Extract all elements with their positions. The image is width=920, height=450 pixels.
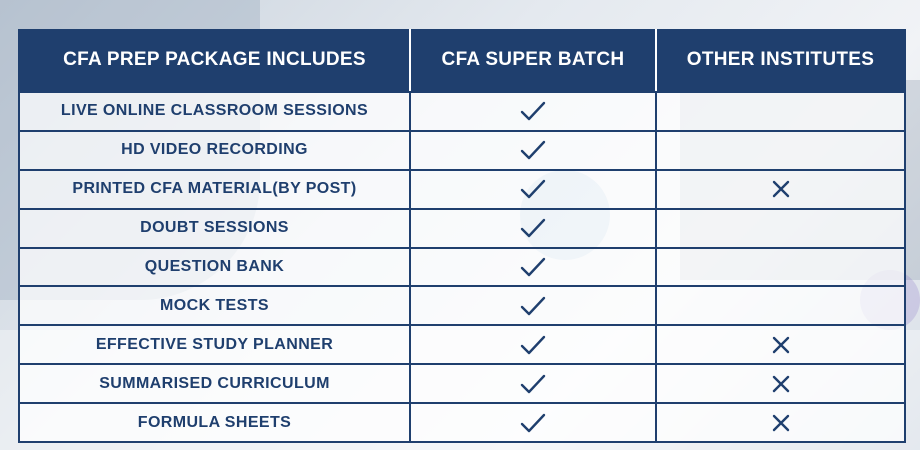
other-institutes-cell	[655, 365, 904, 402]
super-batch-cell	[409, 249, 655, 286]
other-institutes-cell	[655, 326, 904, 363]
cross-icon	[771, 374, 791, 394]
feature-label: QUESTION BANK	[144, 258, 285, 275]
feature-label: FORMULA SHEETS	[137, 413, 292, 431]
header-features: CFA PREP PACKAGE INCLUDES	[63, 49, 366, 70]
table-row	[20, 247, 904, 286]
other-institutes-cell	[655, 132, 904, 169]
super-batch-cell	[409, 326, 655, 363]
check-icon	[520, 217, 546, 239]
check-icon	[520, 334, 546, 356]
feature-label: DOUBT SESSIONS	[140, 219, 289, 237]
table-row	[20, 208, 904, 247]
super-batch-cell	[409, 171, 655, 208]
cross-icon	[771, 413, 791, 433]
check-icon	[520, 295, 546, 317]
check-icon	[520, 178, 546, 200]
header-cfa-super-batch: CFA SUPER BATCH	[409, 29, 655, 91]
super-batch-cell	[409, 210, 655, 247]
feature-label: HD VIDEO RECORDING	[121, 141, 308, 159]
other-institutes-cell	[655, 287, 904, 324]
cross-icon	[771, 179, 791, 199]
check-icon	[520, 139, 546, 161]
other-institutes-cell	[655, 404, 904, 441]
table-row	[20, 402, 904, 441]
comparison-table	[18, 29, 906, 443]
table-row	[20, 130, 904, 169]
check-icon	[520, 412, 546, 434]
super-batch-cell	[409, 287, 655, 324]
table-row	[20, 363, 904, 402]
super-batch-cell	[409, 404, 655, 441]
table-row	[20, 285, 904, 324]
table-header-row	[20, 29, 904, 91]
check-icon	[520, 100, 546, 122]
other-institutes-cell	[655, 249, 904, 286]
feature-label: SUMMARISED CURRICULUM	[99, 374, 330, 392]
table-row	[20, 91, 904, 130]
cross-icon	[771, 335, 791, 355]
feature-label: MOCK TESTS	[160, 296, 269, 314]
feature-label: LIVE ONLINE CLASSROOM SESSIONS	[60, 102, 369, 120]
table-row	[20, 324, 904, 363]
super-batch-cell	[409, 365, 655, 402]
check-icon	[520, 256, 546, 278]
other-institutes-cell	[655, 210, 904, 247]
other-institutes-cell	[655, 93, 904, 130]
header-other-institutes: OTHER INSTITUTES	[655, 29, 904, 91]
super-batch-cell	[409, 132, 655, 169]
other-institutes-cell	[655, 171, 904, 208]
table-row	[20, 169, 904, 208]
feature-label: EFFECTIVE STUDY PLANNER	[95, 335, 334, 353]
feature-label: PRINTED CFA MATERIAL(BY POST)	[72, 180, 357, 198]
super-batch-cell	[409, 93, 655, 130]
check-icon	[520, 373, 546, 395]
